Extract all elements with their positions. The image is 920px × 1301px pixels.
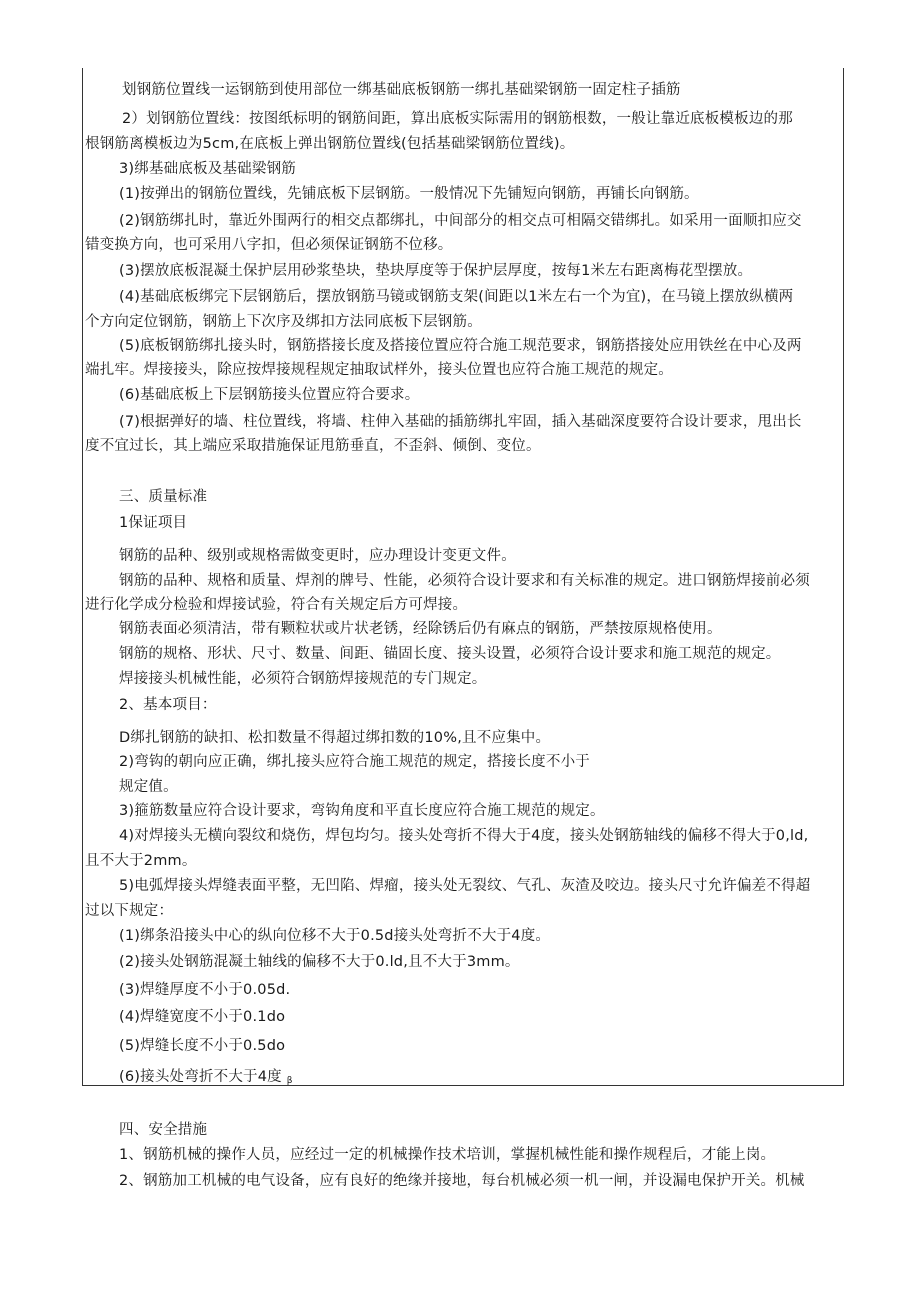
guarantee-2-line1: 钢筋的品种、规格和质量、焊剂的牌号、性能，必须符合设计要求和有关标准的规定。进口钢筋焊接前必须 bbox=[119, 573, 810, 589]
item-3: (3)摆放底板混凝土保护层用砂浆垫块，垫块厚度等于保护层厚度，按每1米左右距离梅花型摆放。 bbox=[119, 263, 753, 279]
item-1: (1)按弹出的钢筋位置线，先铺底板下层钢筋。一般情况下先铺短向钢筋，再铺长向钢筋。 bbox=[119, 186, 699, 202]
item-4-line2: 个方向定位钢筋，钢筋上下次序及绑扣方法同底板下层钢筋。 bbox=[85, 314, 482, 330]
basic-5-line2: 过以下规定： bbox=[85, 903, 174, 919]
basic-heading: 2、基本项目： bbox=[119, 697, 217, 713]
process-flow: 划钢筋位置线一运钢筋到使用部位一绑基础底板钢筋一绑扎基础梁钢筋一固定柱子插筋 bbox=[122, 82, 681, 98]
item-7-line2: 度不宜过长，其上端应采取措施保证甩筋垂直，不歪斜、倾倒、变位。 bbox=[85, 438, 541, 454]
para-3: 3)绑基础底板及基础梁钢筋 bbox=[119, 161, 296, 177]
guarantee-5: 焊接接头机械性能，必须符合钢筋焊接规范的专门规定。 bbox=[119, 671, 487, 687]
weld-6-text: (6)接头处弯折不大于4度 bbox=[119, 1069, 282, 1085]
para-2-line1: 2）划钢筋位置线：按图纸标明的钢筋间距，算出底板实际需用的钢筋根数，一般让靠近底板模板边的那 bbox=[122, 111, 793, 127]
quality-heading: 三、质量标准 bbox=[119, 489, 208, 505]
safety-heading: 四、安全措施 bbox=[119, 1122, 208, 1138]
item-5-line2: 端扎牢。焊接接头，除应按焊接规程规定抽取试样外，接头位置也应符合施工规范的规定。 bbox=[85, 362, 673, 378]
weld-4: (4)焊缝宽度不小于0.1do bbox=[119, 1009, 286, 1025]
item-4-line1: (4)基础底板绑完下层钢筋后，摆放钢筋马镜或钢筋支架(间距以1米左右一个为宜)，在马镜上摆放纵横两 bbox=[119, 289, 794, 305]
guarantee-3: 钢筋表面必须清洁，带有颗粒状或片状老锈，经除锈后仍有麻点的钢筋，严禁按原规格使用。 bbox=[119, 621, 722, 637]
basic-4-line1: 4)对焊接头无横向裂纹和烧伤，焊包均匀。接头处弯折不得大于4度，接头处钢筋轴线的偏移不得大于0,ld, bbox=[119, 828, 809, 844]
item-2-line2: 错变换方向，也可采用八字扣，但必须保证钢筋不位移。 bbox=[85, 237, 453, 253]
item-2-line1: (2)钢筋绑扎时，靠近外围两行的相交点都绑扎，中间部分的相交点可相隔交错绑扎。如采用一面顺扣应交 bbox=[119, 213, 802, 229]
weld-1: (1)绑条沿接头中心的纵向位移不大于0.5d接头处弯折不大于4度。 bbox=[119, 928, 551, 944]
guarantee-4: 钢筋的规格、形状、尺寸、数量、间距、锚固长度、接头设置，必须符合设计要求和施工规范的规定。 bbox=[119, 646, 781, 662]
weld-3: (3)焊缝厚度不小于0.05d. bbox=[119, 982, 291, 998]
guarantee-heading: 1保证项目 bbox=[119, 515, 188, 531]
safety-1: 1、钢筋机械的操作人员，应经过一定的机械操作技术培训，掌握机械性能和操作规程后，才能上岗。 bbox=[119, 1147, 776, 1163]
guarantee-1: 钢筋的品种、级别或规格需做变更时，应办理设计变更文件。 bbox=[119, 548, 516, 564]
basic-4-line2: 且不大于2mm。 bbox=[85, 853, 197, 869]
basic-3: 3)箍筋数量应符合设计要求，弯钩角度和平直长度应符合施工规范的规定。 bbox=[119, 803, 605, 819]
para-2-line2: 根钢筋离模板边为5cm,在底板上弹出钢筋位置线(包括基础梁钢筋位置线)。 bbox=[85, 136, 575, 152]
item-7-line1: (7)根据弹好的墙、柱位置线，将墙、柱伸入基础的插筋绑扎牢固，插入基础深度要符合设计要求，甩出长 bbox=[119, 414, 802, 430]
basic-1: D绑扎钢筋的缺扣、松扣数量不得超过绑扣数的10%,且不应集中。 bbox=[119, 730, 551, 746]
weld-2: (2)接头处钢筋混凝土轴线的偏移不大于0.ld,且不大于3mm。 bbox=[119, 954, 520, 970]
item-6: (6)基础底板上下层钢筋接头位置应符合要求。 bbox=[119, 387, 420, 403]
item-5-line1: (5)底板钢筋绑扎接头时，钢筋搭接长度及搭接位置应符合施工规范要求，钢筋搭接处应用铁丝在中心及两 bbox=[119, 338, 802, 354]
weld-6-mark: β bbox=[286, 1076, 293, 1086]
basic-5-line1: 5)电弧焊接头焊缝表面平整，无凹陷、焊瘤，接头处无裂纹、气孔、灰渣及咬边。接头尺寸允许偏差不得超 bbox=[119, 878, 811, 894]
safety-2: 2、钢筋加工机械的电气设备，应有良好的绝缘并接地，每台机械必须一机一闸，并设漏电保护开关。机械 bbox=[119, 1173, 805, 1189]
guarantee-2-line2: 进行化学成分检验和焊接试验，符合有关规定后方可焊接。 bbox=[85, 597, 468, 613]
weld-5: (5)焊缝长度不小于0.5do bbox=[119, 1038, 286, 1054]
basic-2-line2: 规定值。 bbox=[119, 779, 178, 795]
weld-6 bbox=[119, 1068, 293, 1090]
basic-2-line1: 2)弯钩的朝向应正确，绑扎接头应符合施工规范的规定，搭接长度不小于 bbox=[119, 754, 590, 770]
